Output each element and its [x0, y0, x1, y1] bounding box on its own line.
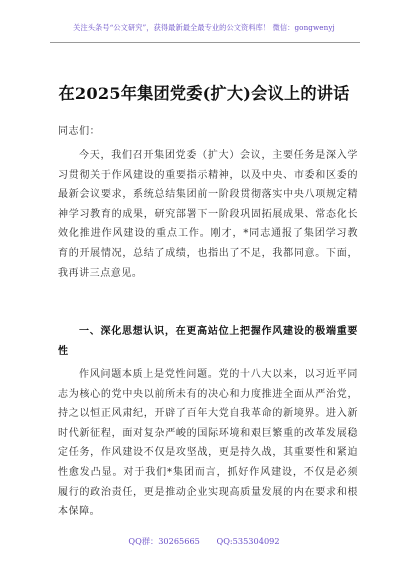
paragraph-section-1: 作风问题本质上是党性问题。党的十八大以来，以习近平同志为核心的党中央以前所未有的决心和力度推进全面从严治党，持之以恒正风肃纪，开辟了百年大党自我革命的新境界。进入新时代新征程，面对复杂严峻的国际环境和艰巨繁重的改革发展稳定任务，作风建设不仅是攻坚战，更是持久战，其重要性和紧迫性愈发凸显。对于我们*集团而言，抓好作风建设，不仅是必须履行的政治责任，更是推动企业实现高质量发展的内在要求和根本保障。 [58, 369, 358, 518]
header-promo-note: 关注头条号“公文研究”，获得最新最全最专业的公文资料库！ 微信：gongwenyj [73, 23, 335, 32]
document-title: 在2025年集团党委(扩大)会议上的讲话 [58, 84, 350, 103]
footer-qq-group: QQ群：30265665 [128, 536, 200, 546]
footer-contact [0, 536, 408, 547]
header-divider [50, 42, 360, 43]
salutation: 同志们： [58, 126, 101, 137]
paragraph-intro: 今天，我们召开集团党委（扩大）会议，主要任务是深入学习贯彻关于作风建设的重要指示精神，以及中央、市委和区委的最新会议要求，系统总结集团前一阶段贯彻落实中央八项规定精神学习教育的成果，研究部署下一阶段巩固拓展成果、常态化长效化推进作风建设的重点工作。刚才，*同志通报了集团学习教育的开展情况，总结了成绩，也指出了不足，我都同意。下面，我再讲三点意见。 [58, 150, 358, 279]
footer-qq: QQ:535304092 [216, 536, 280, 546]
section-heading-1: 一、深化思想认识，在更高站位上把握作风建设的极端重要性 [58, 326, 358, 357]
